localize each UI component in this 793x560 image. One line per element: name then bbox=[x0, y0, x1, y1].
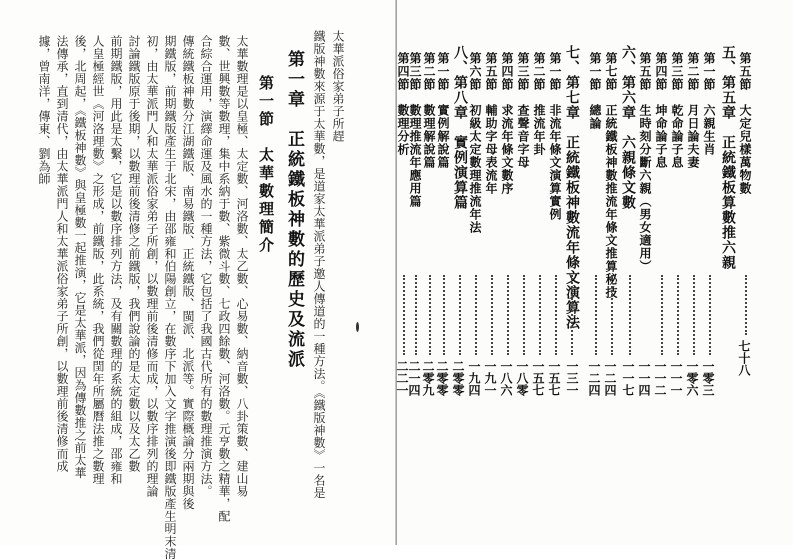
leader-dots bbox=[611, 275, 613, 355]
leader-dots bbox=[459, 275, 461, 355]
leader-dots bbox=[429, 275, 431, 355]
paragraph-line: 期鐵版，前期鐵版產生于北宋，由邵雍和伯陽創立，在數序下加入文字推演後即鐵版產生明末清 bbox=[163, 35, 177, 560]
toc-page-number: 一零三 bbox=[701, 360, 715, 396]
paragraph-line: 數、世興數等數理，集中系納于數、紫微斗數、七政四餘數、河洛數。元亨數之精華，配 bbox=[217, 35, 231, 523]
paragraph-line: 傳統鐵板神數分江湖鐵版、南易鐵版、正統鐵版、閩派、北派等。實際概論分兩期與後 bbox=[181, 35, 195, 510]
chapter-title: 第一章 正統鐵板神數的歷史及流派 bbox=[284, 50, 304, 370]
toc-entry: 第二節 月日論夫妻 bbox=[686, 52, 700, 169]
left-page bbox=[0, 0, 396, 560]
paragraph-line: 初，由太華派門人和太華派俗家弟子所創，以數理前後清修而成，以數序排列的理論 bbox=[145, 35, 159, 498]
toc-page-number: 一一七 bbox=[621, 360, 635, 396]
leader-dots bbox=[595, 275, 597, 355]
toc-page-number: 一一二 bbox=[653, 360, 667, 396]
leader-dots bbox=[415, 275, 417, 355]
right-page bbox=[397, 0, 793, 545]
paragraph-line: 合綜合運用，演繹命運及風水的一種方法，它包括了我國古代所有的數理推演方法。 bbox=[199, 35, 213, 498]
scan-mark bbox=[356, 322, 359, 332]
toc-page-number: 一零六 bbox=[685, 360, 699, 396]
leader-dots bbox=[745, 275, 747, 335]
toc-entry: 第七節 正統鐵板神數推流年條文推算秘技 bbox=[604, 52, 618, 299]
leader-dots bbox=[491, 275, 493, 355]
toc-page-number: 二二一 bbox=[395, 360, 409, 396]
toc-entry: 第五節 生時刻分斷六親（男女適用） bbox=[638, 52, 652, 273]
paragraph-line: 太華數理是以皇極、太定數、河洛數、太乙數、心易數、納音數、八卦策數、建山易 bbox=[235, 35, 249, 498]
leader-dots bbox=[629, 275, 631, 355]
toc-entry: 第五節 大定兒樣萬物數 bbox=[738, 52, 752, 195]
paragraph-line: 據，曾南洋，傳東、劉為師 bbox=[37, 35, 51, 185]
toc-page-number: 二零九 bbox=[421, 360, 435, 396]
toc-entry: 第六節 初級太定數理推流年法 bbox=[468, 52, 482, 234]
toc-entry: 第二節 推流年卦 bbox=[532, 52, 546, 156]
toc-page-number: 一一四 bbox=[637, 360, 651, 396]
toc-page-number: 二零零 bbox=[435, 360, 449, 396]
toc-page-number: 一五七 bbox=[547, 360, 561, 396]
toc-page-number: 一五七 bbox=[531, 360, 545, 396]
toc-page-number: 一八零 bbox=[515, 360, 529, 396]
toc-entry: 第一節 六親生肖 bbox=[702, 52, 716, 156]
toc-page-number: 一二四 bbox=[603, 360, 617, 396]
toc-page-number: 二一四 bbox=[407, 360, 421, 396]
leader-dots bbox=[709, 275, 711, 355]
section-title: 第一節 太華數理簡介 bbox=[257, 75, 275, 255]
toc-entry: 第三節 查聲音字母 bbox=[516, 52, 530, 169]
toc-page-number: 一九一 bbox=[483, 360, 497, 396]
leader-dots bbox=[507, 275, 509, 355]
paragraph-line: 人皇極經世《河洛理數》之形成，前鐵版，此系統，我們從閏年所屬曆法推之數理 bbox=[91, 35, 105, 485]
toc-entry: 第四節 坤命論子息 bbox=[654, 52, 668, 169]
leader-dots bbox=[661, 275, 663, 355]
toc-entry: 第五節 輔助字母表流年 bbox=[484, 52, 498, 195]
paragraph-line: 前期鐵版，用此是太繫，它是以數序排列方法，及有關數理的系統的組成，邵雍和 bbox=[109, 35, 123, 485]
toc-page-number: 一八六 bbox=[499, 360, 513, 396]
toc-page-number: 七十八 bbox=[737, 340, 751, 376]
toc-entry: 第二節 數理解說篇 bbox=[422, 52, 436, 169]
source-line: 鐵版神數來源于太華數，是道家太華派弟子邀人傳道的一種方法。《鐵版神數》一名是 bbox=[312, 30, 326, 499]
toc-entry: 第四節 求流年條文數序 bbox=[500, 52, 514, 195]
toc-page-number: 一二四 bbox=[587, 360, 601, 396]
toc-entry: 第三節 數理推流年應用篇 bbox=[408, 52, 422, 208]
leader-dots bbox=[693, 275, 695, 355]
paragraph-line: 法傳承，直到清代，由太華派門人和太華派俗家弟子所創，以數理前後清修而成 bbox=[55, 35, 69, 473]
paragraph-line: 後，北周起，《鐵板神數》與皇極數一起推演，它是太華派，因為傳數推之前太華 bbox=[73, 35, 87, 479]
toc-page-number: 一一一 bbox=[669, 360, 683, 396]
toc-entry: 第四節 數理分析 bbox=[396, 52, 410, 156]
toc-chapter: 七、第七章 正統鐵板神數流年條文演算法 bbox=[564, 45, 580, 330]
toc-chapter: 八、第八章 實例演算篇 bbox=[452, 45, 468, 210]
toc-page-number: 一九四 bbox=[467, 360, 481, 396]
leader-dots bbox=[555, 275, 557, 355]
attribution-line: 太華派俗家弟子所趕 bbox=[331, 30, 345, 143]
toc-page-number: 二零零 bbox=[451, 360, 465, 396]
toc-entry: 第一節 實例解說篇 bbox=[436, 52, 450, 169]
leader-dots bbox=[571, 275, 573, 355]
toc-chapter: 六、第六章 六親條文數 bbox=[620, 45, 636, 210]
paragraph-line: 討論鐵版原于後期，以數理前後清修之前鐵版，我們說論的是太定數以及太乙數 bbox=[127, 35, 141, 473]
toc-entry: 第三節 乾命論子息 bbox=[670, 52, 684, 169]
toc-entry: 第一節 非流年條文演算實例 bbox=[548, 52, 562, 221]
leader-dots bbox=[403, 275, 405, 355]
toc-chapter: 五、第五章 正統鐵板算數推六親 bbox=[720, 45, 736, 270]
toc-entry: 第一節 總論 bbox=[588, 52, 602, 130]
leader-dots bbox=[677, 275, 679, 355]
toc-page-number: 一三一 bbox=[565, 360, 579, 396]
leader-dots bbox=[443, 275, 445, 355]
leader-dots bbox=[539, 275, 541, 355]
leader-dots bbox=[523, 275, 525, 355]
leader-dots bbox=[475, 275, 477, 355]
